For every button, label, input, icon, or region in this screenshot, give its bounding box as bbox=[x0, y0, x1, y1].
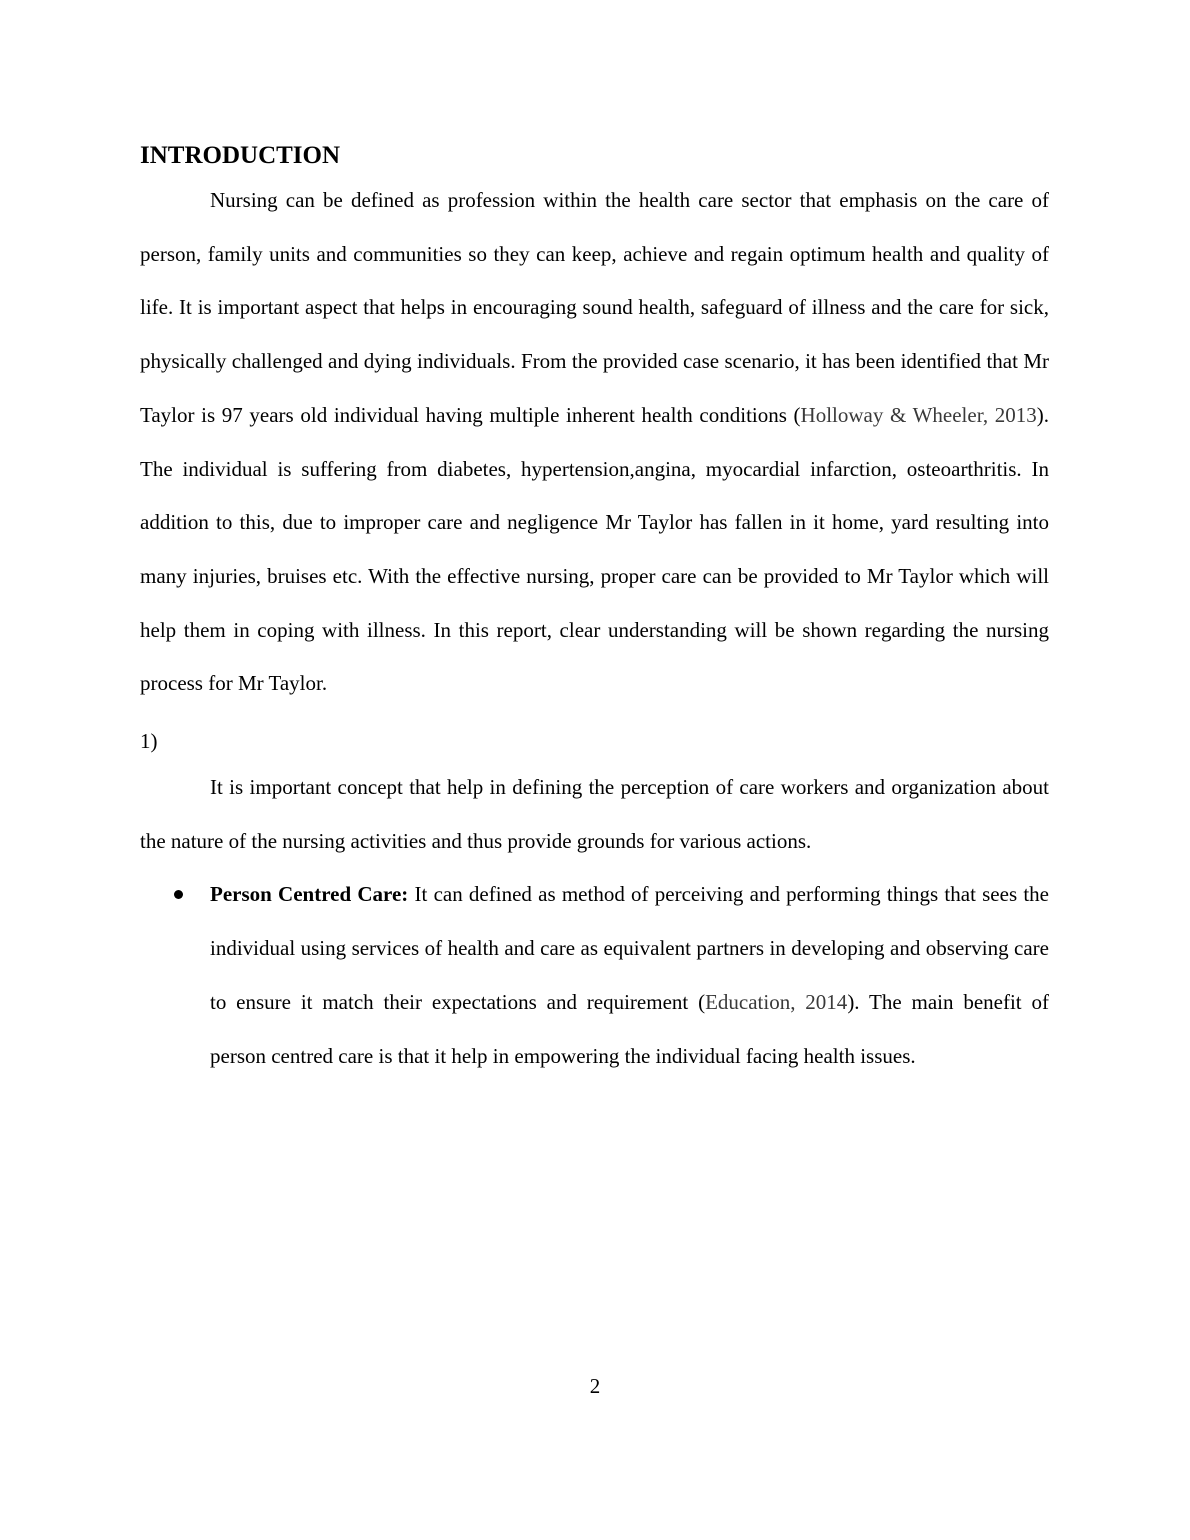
section-paragraph: It is important concept that help in defining the perception of care workers and organization about the nature of the nursing activities and thus provide grounds for various actions. bbox=[140, 775, 1049, 853]
bullet-text-start: It can defined as method of perceiving and performing things that sees the individual using services of health and care as equivalent partners in developing and observing care to ensure it match their expectations and requirement ( bbox=[210, 882, 1049, 1014]
intro-citation: Holloway & Wheeler, 2013 bbox=[800, 402, 1037, 427]
bullet-text-end: ). The main benefit of person centred care is that it help in empowering the individual facing health issues. bbox=[210, 989, 1049, 1068]
bullet-title: Person Centred Care: bbox=[210, 882, 409, 907]
intro-text-start: Nursing can be defined as profession within the health care sector that emphasis on the care of person, family units and communities so they can keep, achieve and regain optimum health and quality of life. It is important aspect that helps in encouraging sound health, safeguard of illness and the care for sick, physically challenged and dying individuals. From the provided case scenario, it has been identified that Mr Taylor is 97 years old individual having multiple inherent health conditions ( bbox=[140, 188, 1049, 427]
bullet-citation: Education, 2014 bbox=[705, 989, 848, 1014]
page-title: INTRODUCTION bbox=[140, 142, 341, 169]
intro-text-end: ). The individual is suffering from diabetes, hypertension,angina, myocardial infarction, osteoarthritis. In addition to this, due to improper care and negligence Mr Taylor has fallen in it home, yard resulting into many injuries, bruises etc. With the effective nursing, proper care can be provided to Mr Taylor which will help them in coping with illness. In this report, clear understanding will be shown regarding the nursing process for Mr Taylor. bbox=[140, 402, 1049, 696]
list-item bbox=[140, 868, 1049, 1083]
page-number: 2 bbox=[589, 1374, 601, 1398]
document-page bbox=[140, 140, 1049, 1083]
bullet-list bbox=[140, 868, 1049, 1083]
bullet-dot-icon bbox=[174, 890, 183, 899]
section-number: 1) bbox=[140, 729, 158, 754]
intro-paragraph bbox=[140, 174, 1049, 711]
